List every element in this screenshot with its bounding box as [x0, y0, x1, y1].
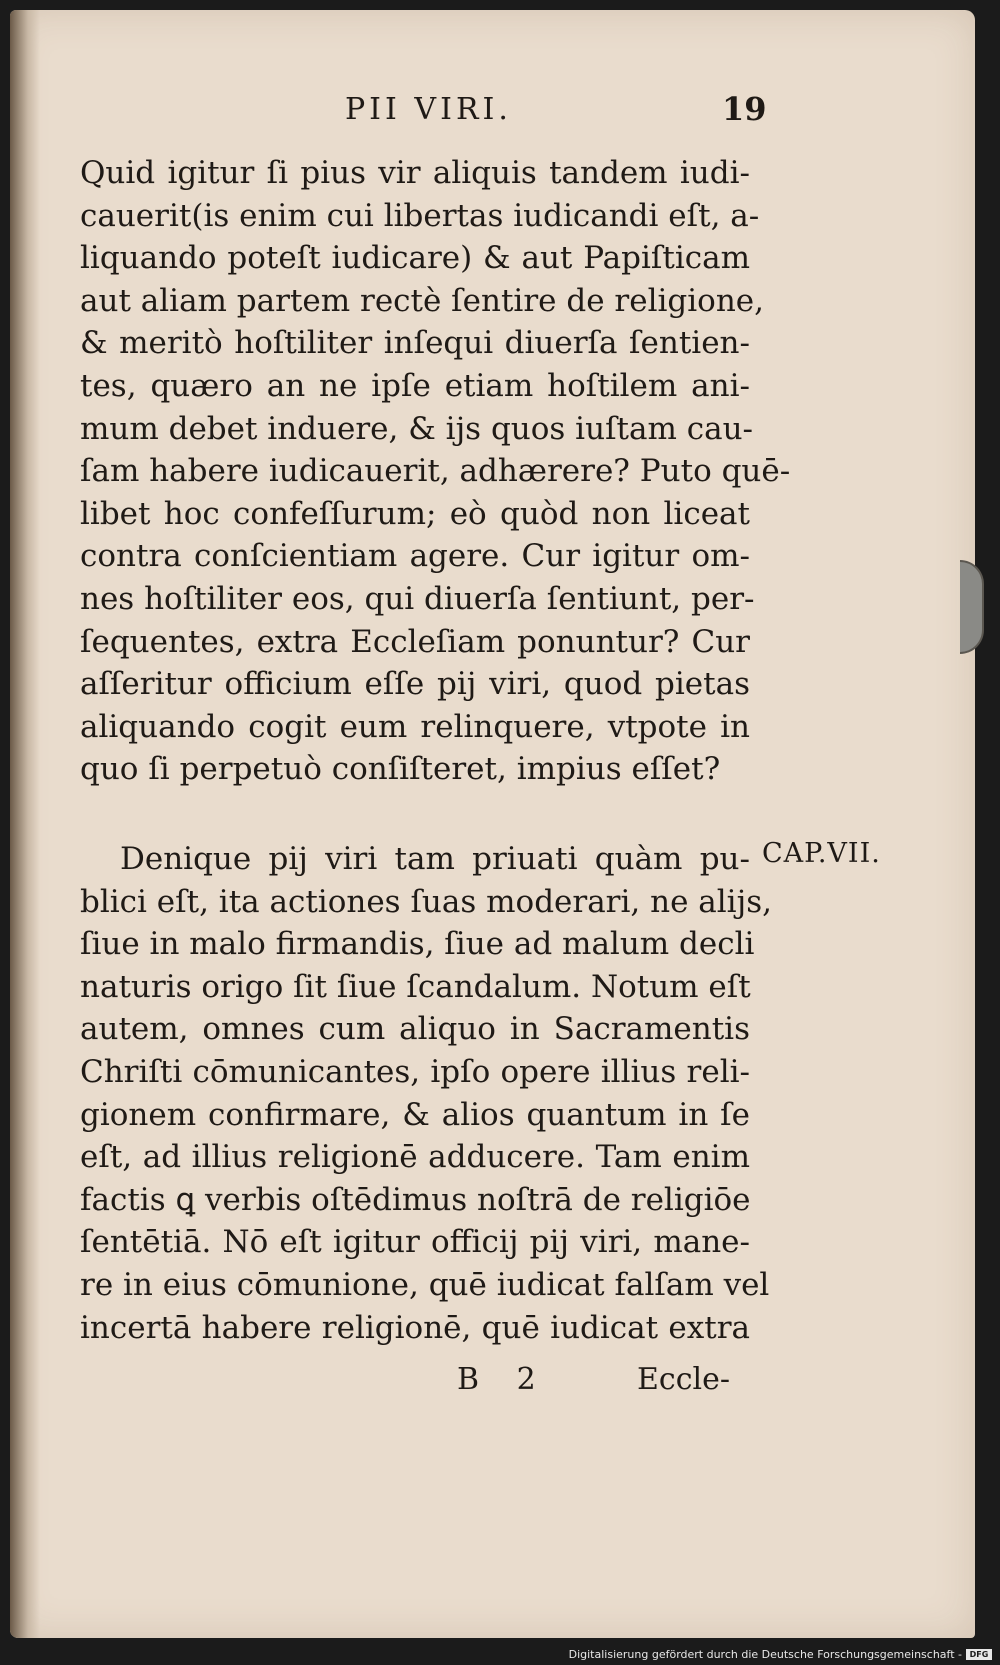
page-number: 19	[722, 90, 767, 128]
signature-mark: B 2	[457, 1362, 550, 1397]
text-line: naturis origo ſit ſiue ſcandalum. Notum eſt	[80, 968, 751, 1005]
page-header	[10, 92, 975, 132]
page-footer	[10, 1362, 975, 1402]
digitization-credit	[569, 1648, 992, 1661]
text-line: Denique pij viri tam priuati quàm pu-	[120, 841, 750, 877]
paragraph-1	[80, 152, 791, 791]
text-line: factis ꝗ verbis oſtēdimus noſtrā de religiōe	[80, 1181, 751, 1218]
text-line: liquando poteſt iudicare) & aut Papiſticam	[80, 240, 750, 277]
text-line: libet hoc confeſſurum; eò quòd non liceat	[80, 495, 750, 532]
page-tab-clip	[960, 560, 984, 654]
running-head: PII VIRI.	[345, 92, 512, 127]
catchword: Eccle-	[637, 1362, 730, 1397]
text-line: nes hoſtiliter eos, qui diuerſa ſentiunt, per-	[80, 580, 755, 617]
dfg-logo-icon: DFG	[966, 1649, 992, 1660]
text-line: mum debet induere, & ijs quos iuſtam cau-	[80, 410, 754, 447]
text-line: cauerit(is enim cui libertas iudicandi eſt, a-	[80, 197, 760, 234]
text-line: gionem confirmare, & alios quantum in ſe	[80, 1096, 750, 1133]
credit-text: Digitalisierung gefördert durch die Deutsche Forschungsgemeinschaft -	[568, 1648, 962, 1661]
text-line: Quid igitur ſi pius vir aliquis tandem iudi-	[80, 155, 750, 191]
text-line: & meritò hoſtiliter inſequi diuerſa ſentien-	[80, 325, 750, 362]
text-line: tes, quæro an ne ipſe etiam hoſtilem ani-	[80, 367, 750, 404]
text-line: re in eius cōmunione, quē iudicat falſam vel	[80, 1266, 770, 1303]
text-line: aut aliam partem rectè ſentire de religione,	[80, 282, 764, 319]
text-line: eſt, ad illius religionē adducere. Tam enim	[80, 1139, 750, 1176]
marginal-chapter-note: CAP.VII.	[762, 838, 881, 869]
text-line: Chriſti cōmunicantes, ipſo opere illius reli-	[80, 1053, 750, 1090]
text-line: blici eſt, ita actiones ſuas moderari, ne alijs,	[80, 883, 772, 920]
text-line: ſiue in malo firmandis, ſiue ad malum decli	[80, 926, 755, 963]
text-line: incertā habere religionē, quē iudicat extra	[80, 1309, 750, 1346]
paragraph-2	[80, 838, 772, 1349]
text-line: aliquando cogit eum relinquere, vtpote in	[80, 708, 750, 745]
text-line: contra conſcientiam agere. Cur igitur om-	[80, 538, 750, 575]
book-page	[10, 10, 975, 1638]
text-line: autem, omnes cum aliquo in Sacramentis	[80, 1011, 750, 1048]
text-line: ſentētiā. Nō eſt igitur officij pij viri, mane-	[80, 1224, 750, 1261]
text-line: ſequentes, extra Eccleſiam ponuntur? Cur	[80, 623, 750, 660]
text-line: quo ſi perpetuò conſiſteret, impius eſſet?	[80, 751, 721, 788]
text-line: aſſeritur officium eſſe pij viri, quod pietas	[80, 666, 750, 703]
text-line: ſam habere iudicauerit, adhærere? Puto quē-	[80, 453, 791, 490]
